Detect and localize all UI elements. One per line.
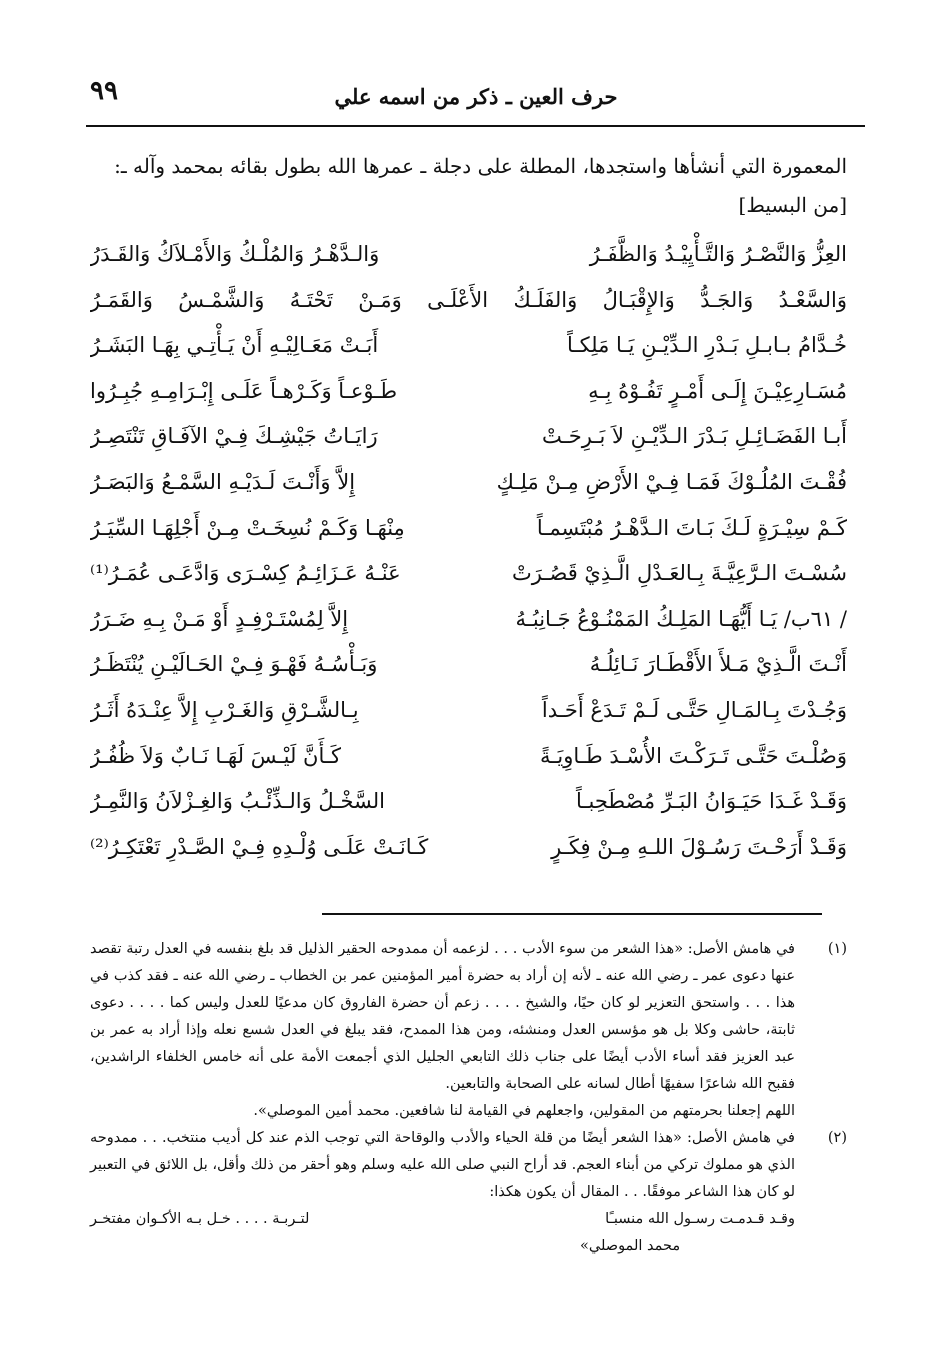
hemistich-second: إِلاَّ لِمُسْتَـرْفِـدٍ أَوْ مَـنْ بِـهِ ضَـرَرُ <box>90 606 349 631</box>
hemistich-second: رَايَـاتُ جَيْشِـكَ فِـيْ الآفَـاقِ تَنْتَصِـرُ <box>90 424 378 449</box>
hemistich-first: كَـمْ سِيْـرَةٍ لَـكَ بَـاتَ الـدَّهْـرُ مُبْتَسِمـاً <box>536 515 847 540</box>
footnotes <box>90 936 847 1260</box>
hemistich-second: وَالـدَّهْـرُ وَالمُلْـكُ وَالأَمْـلاَكُ وَالقَـدَرُ <box>90 242 380 266</box>
footnote <box>90 1125 847 1206</box>
footnote-text: في هامش الأصل: «هذا الشعر أيضًا من قلة الحياء والأدب والوقاحة التي توجب الذم عند كل أديب منتخب. . . ممدوحه الذي هو مملوك تركي من أبناء العجم. قد أراح النبي صلى الله عليه وسلم وهو أحقر من ذلك وأقل، بل اللائق في التعبير لو كان هذا الشاعر موفقًا. . . المقال أن يكون هكذا: <box>90 1130 795 1200</box>
footnote-verse <box>90 1206 847 1233</box>
hemistich-second: طَـوْعـاً وَكَـرْهـاً عَلَـى إِبْـرَامِـهِ جُبِـرُوا <box>90 378 398 403</box>
footnote-number: (٢) <box>827 1130 847 1146</box>
hemistich-second: إِلاَّ وَأَنْـتَ لَـدَيْـهِ السَّمْـعُ وَالبَصَـرُ <box>90 469 356 494</box>
verse <box>90 734 847 780</box>
intro-text: المعمورة التي أنشأها واستجدها، المطلة على دجلة ـ عمرها الله بطول بقائه بمحمد وآله ـ: <box>114 154 847 178</box>
hemistich-first: وَقَـدْ أَرَحْـتَ رَسُـوْلَ اللـهِ مِـنْ فِكَـرٍ <box>551 834 847 859</box>
verse <box>90 232 847 278</box>
hemistich-first: مُسَـارِعِيْـنَ إِلَـى أَمْـرٍ تَفُـوْهُ بِـهِ <box>588 378 847 403</box>
verse <box>90 779 847 825</box>
footnote-rule <box>322 913 822 915</box>
hemistich-second: وَبَـأْسُـهُ فَهْـوَ فِـيْ الحَـالَيْـنِ يُنْتَظَـرُ <box>90 652 378 677</box>
verse <box>90 506 847 552</box>
footnote-verse-first: وقـد قـدمـت رسـول الله منسبـًا <box>605 1211 795 1227</box>
hemistich-second: عَنْـهُ عَـزَائِـمُ كِسْـرَى وَادَّعَـى عُمَـرُ⁽¹⁾ <box>90 561 401 586</box>
footnote-signature: محمد الموصلي» <box>580 1238 681 1254</box>
running-title: حرف العين ـ ذكر من اسمه علي <box>334 84 618 109</box>
meter-label: [من البسيط] <box>738 193 847 217</box>
hemistich-first: فُقْـتَ المُلُـوْكَ فَمَـا فِـيْ الأَرْضِ مِـنْ مَلِـكٍ <box>497 469 847 494</box>
verse <box>90 323 847 369</box>
hemistich-first: خُـدَّامُ بـابـلِ بَـدْرِ الـدِّيْـنِ يَـا مَلِكـاً <box>567 333 847 358</box>
footnote-number: (١) <box>827 941 847 957</box>
hemistich-first: / ٦١ب/ يَـا أَيُّهَـا المَلِـكُ المَمْنُـوْعُ جَـانِبُـهُ <box>515 606 847 631</box>
hemistich-first: وَجُـدْتَ بِـالمَـالِ حَتَّـى لَـمْ تَـدَعْ أَحَـداً <box>541 697 847 722</box>
verse <box>90 597 847 643</box>
verse <box>90 825 847 871</box>
hemistich-first: العِزُّ وَالنَّصْـرُ وَالتَّـأْيِيْـدُ وَالظَّفَـرُ <box>589 242 847 266</box>
hemistich-first: أَنْـتَ الَّـذِيْ مَـلأَ الأَقْطَـارَ نَـائِلُـهُ <box>589 652 847 677</box>
hemistich-second: السَّخْـلُ وَالـذِّئْـبُ وَالغِـزْلاَنُ وَالنَّمِـرُ <box>90 789 386 814</box>
verse <box>90 642 847 688</box>
verse <box>90 460 847 506</box>
footnote-text: في هامش الأصل: «هذا الشعر من سوء الأدب . . . لزعمه أن ممدوحه الحقير الذليل قد بلغ بنفسه في العدل رتبة تقصد عنها دعوى عمر ـ رضي الله عنه ـ لأنه إن أراد به حضرة أمير المؤمنين عمر بن الخطاب ـ رضي الله عنه ـ فقد كذب في هذا . . . واستحق التعزير لو كان حيًا، والشيخ . . . . زعم أن حضرة الفاروق كان مدعيًا للعدل وليس كما . . . . دعوى ثابتة، حاشى وكلا بل هو مؤسس العدل ومنشئه، ومن هذا الممدح، فقد يبلغ في العدل شسع نعله وإذا أراد به عمر بن عبد العزيز فقد أساء الأدب أيضًا على جناب ذلك التابعي الجليل الذي أجمعت الأمة على أنه خامس الخلفاء الراشدين، فقبح الله شاعرًا سفيهًا أطال لسانه على الصحابة والتابعين. <box>90 941 795 1092</box>
verse <box>90 688 847 734</box>
verse <box>90 551 847 597</box>
footnote <box>90 936 847 1125</box>
hemistich-first: أَبـا الفَضَـائِـلِ بَـدْرَ الـدِّيْـنِ لاَ بَـرِحَـتْ <box>542 424 847 449</box>
verse-full-line: وَالسَّعْـدُ وَالجَـدُّ وَالإِقْبَـالُ وَالفَلَـكُ الأَعْلَـى وَمَـنْ تَحْتَـهُ وَالشَّمْـسُ وَالقَمَـرُ <box>90 287 847 312</box>
page-header <box>90 76 862 120</box>
hemistich-second: كَـأَنَّ لَيْـسَ لَهَـا نَـابٌ وَلاَ ظُفُـرُ <box>90 743 341 768</box>
hemistich-second: كَـانَـتْ عَلَـى وُلْـدِهِ فِـيْ الصَّـدْرِ تَعْتَكِـرُ⁽²⁾ <box>90 834 429 859</box>
header-rule <box>86 125 865 127</box>
hemistich-second: مِنْهَـا وَكَـمْ نُسِخَـتْ مِـنْ أَجْلِهَـا السِّيَـرُ <box>90 515 405 540</box>
hemistich-first: وَصُلْـتَ حَتَّـى تَـرَكْـتَ الأُسْـدَ طَـاوِيَـةً <box>540 743 847 768</box>
verse <box>90 369 847 415</box>
hemistich-second: بِـالشَّـرْقِ وَالغَـرْبِ إِلاَّ عِنْـدَهُ أَثَـرُ <box>90 697 359 722</box>
hemistich-first: سُسْـتَ الـرَّعِيَّـةَ بِـالعَـدْلِ الَّـذِيْ قَصُـرَتْ <box>511 561 847 586</box>
hemistich-first: وَقَـدْ غَـدَا حَيَـوَانُ البَـرِّ مُصْطَحِبـاً <box>575 789 847 814</box>
page-number: ٩٩ <box>90 76 118 106</box>
verse <box>90 414 847 460</box>
verse <box>90 278 847 324</box>
footnote-closing: اللهم إجعلنا بحرمتهم من المقولين، واجعلهم في القيامة لنا شافعين. محمد أمين الموصلي». <box>253 1103 795 1119</box>
footnote-verse-second: لتـربـة . . . . خـل بـه الأكـوان مفتخـر <box>90 1211 310 1227</box>
poem <box>90 232 847 870</box>
hemistich-second: أَبَـتْ مَعَـالِيْـهِ أَنْ يَـأْتِـي بِهَـا البَشَـرُ <box>90 333 379 358</box>
